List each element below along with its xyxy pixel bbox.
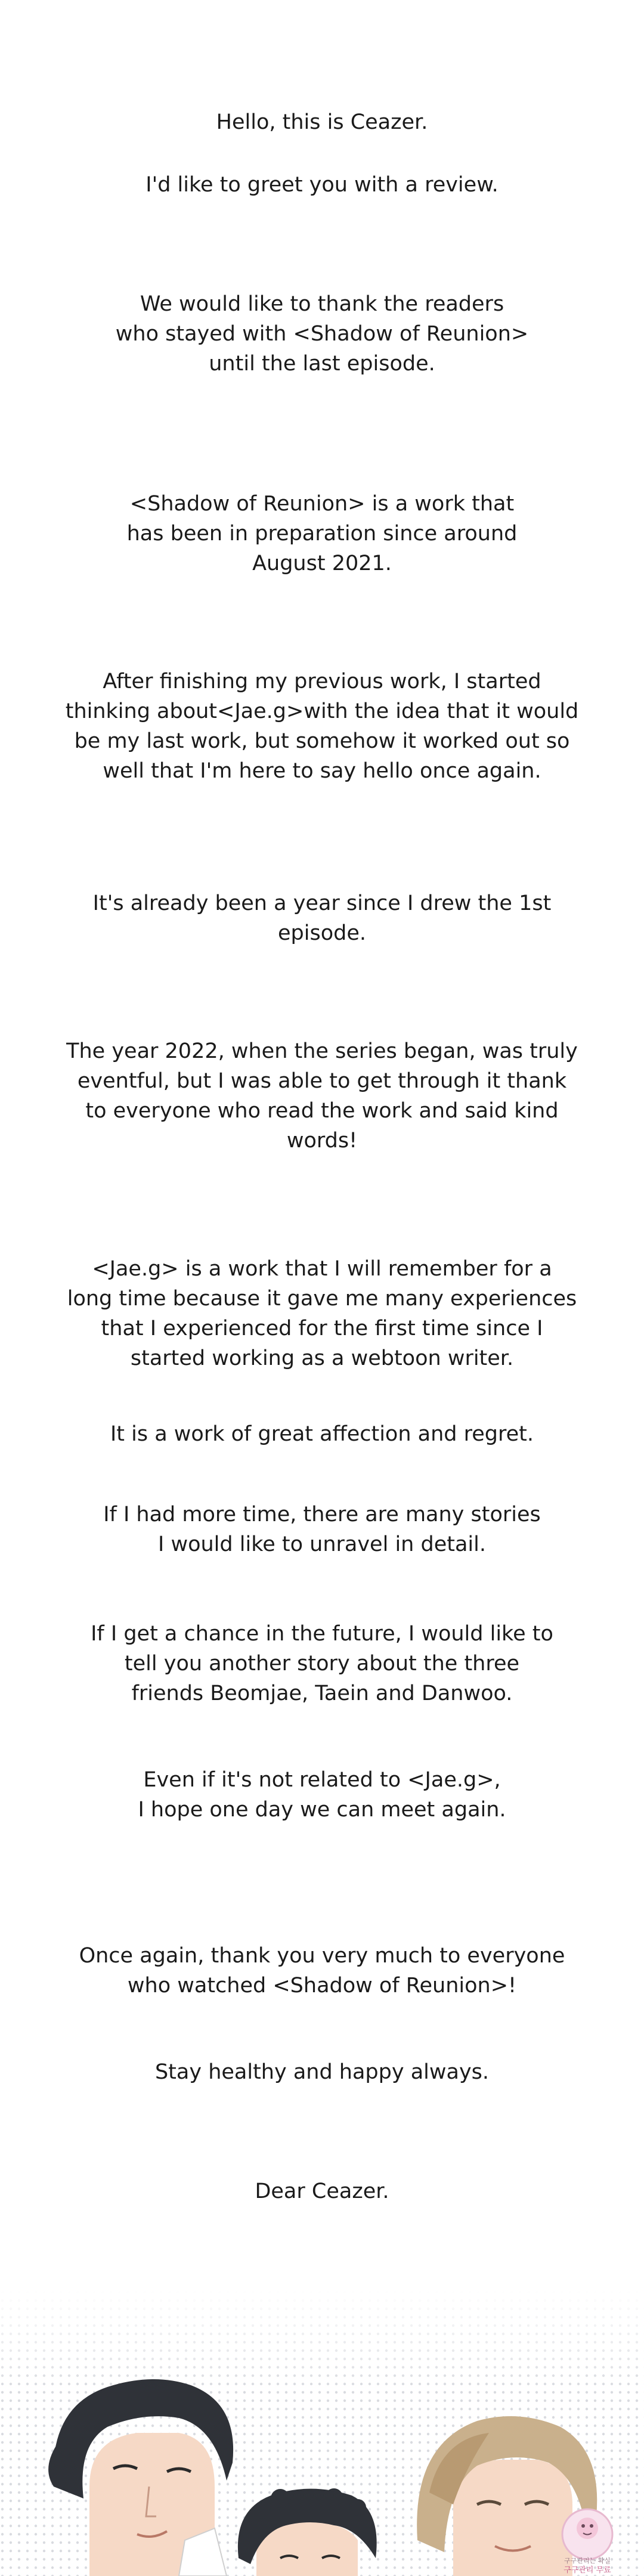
thank-you-text: Once again, thank you very much to everyone who watched <Shadow of Reunion>! [79, 1944, 565, 1998]
greeting-text: Hello, this is Ceazer. [216, 110, 428, 134]
remember-text: <Jae.g> is a work that I will remember for a long time because it gave me many experiences that I experienced for the first time since I started working as a webtoon writer. [67, 1257, 577, 1370]
preparation-text: <Shadow of Reunion> is a work that has been in preparation since around August 2021. [126, 492, 518, 575]
previous-work-text: After finishing my previous work, I started thinking about<Jae.g>with the idea that it would be my last work, but somehow it worked out so well that I'm here to say hello once again. [65, 670, 579, 783]
more-time-text: If I had more time, there are many stories I would like to unravel in detail. [103, 1503, 541, 1556]
future-chance-text: If I get a chance in the future, I would like to tell you another story about the three friends Beomjae, Taein and Danwoo. [91, 1622, 553, 1705]
stay-healthy-text: Stay healthy and happy always. [154, 2060, 490, 2084]
year-2022-text: The year 2022, when the series began, was truly eventful, but I was able to get through it thank to everyone who read the work and said kind words! [66, 1039, 578, 1153]
characters-illustration [0, 2290, 644, 2576]
watermark-line-1: 구구관리는 확실 [564, 2557, 611, 2565]
signature-text: Dear Ceazer. [255, 2179, 389, 2203]
thanks-readers-text: We would like to thank the readers who stayed with <Shadow of Reunion> until the last episode. [115, 292, 529, 376]
first-episode-text: It's already been a year since I drew the 1st episode. [92, 891, 552, 945]
affection-text: It is a work of great affection and regret. [110, 1422, 534, 1446]
meet-again-text: Even if it's not related to <Jae.g>, I hope one day we can meet again. [138, 1768, 506, 1822]
review-intro-text: I'd like to greet you with a review. [145, 173, 499, 197]
watermark-line-2: 구구관리 무료 [564, 2566, 611, 2575]
